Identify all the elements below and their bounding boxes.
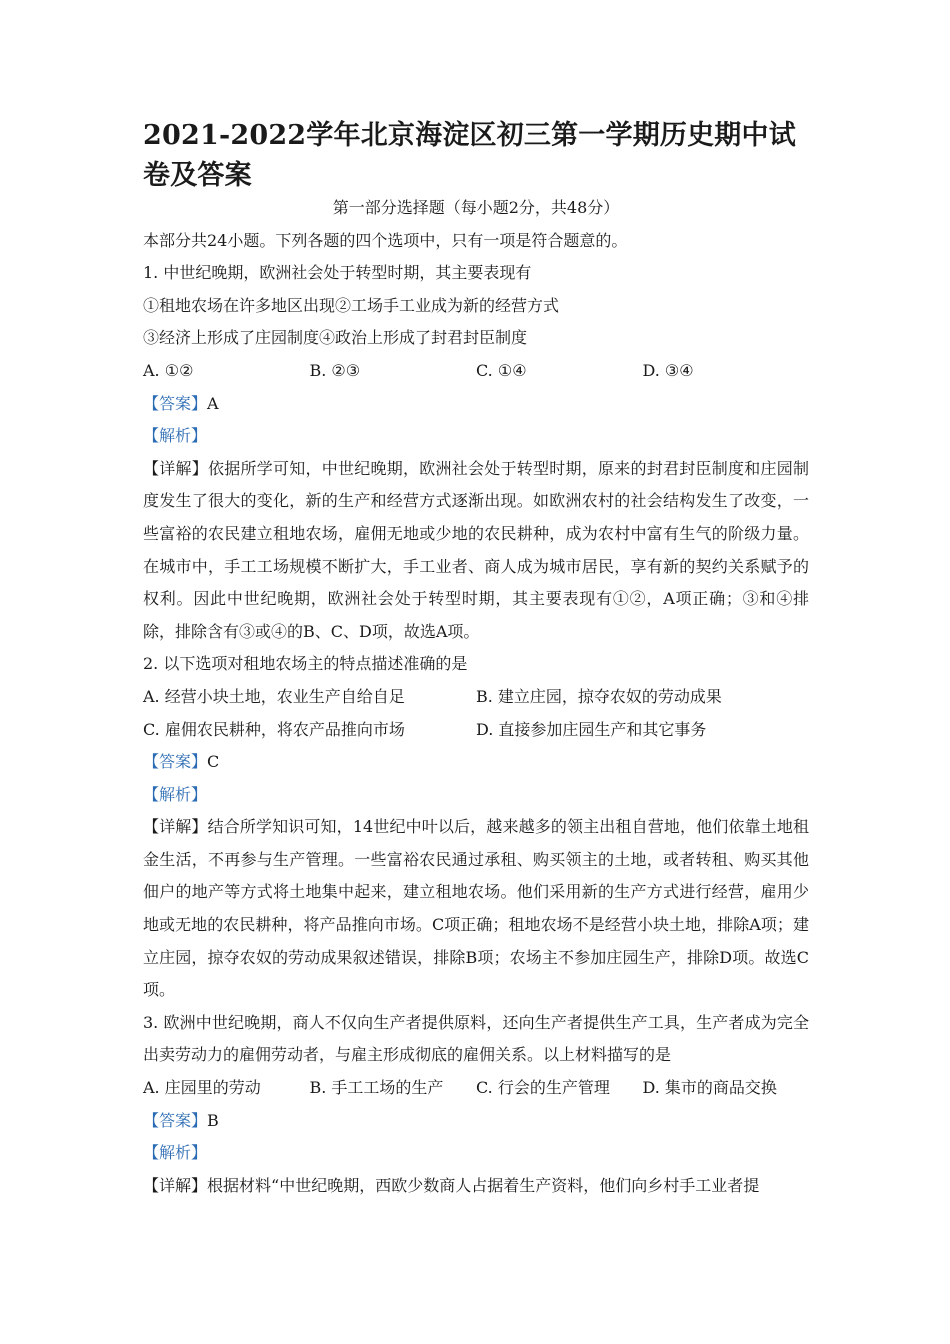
q3-answer-value: B <box>207 1110 219 1130</box>
q2-answer-value: C <box>207 752 220 772</box>
q1-answer-value: A <box>207 393 219 413</box>
section-intro: 本部分共24小题。下列各题的四个选项中，只有一项是符合题意的。 <box>143 230 628 250</box>
q1-statement-line-2: ③经济上形成了庄园制度④政治上形成了封君封臣制度 <box>143 328 528 348</box>
detail-label: 【详解】 <box>143 458 208 478</box>
q3-analysis <box>143 1137 809 1170</box>
q1-detail <box>143 453 809 649</box>
q3-answer <box>143 1105 809 1138</box>
q3-detail-text: 根据材料“中世纪晚期，西欧少数商人占据着生产资料，他们向乡村手工业者提 <box>207 1175 760 1195</box>
q3-detail <box>143 1170 809 1203</box>
analysis-label: 【解析】 <box>143 784 208 804</box>
q1-detail-text: 依据所学可知，中世纪晚期，欧洲社会处于转型时期，原来的封君封臣制度和庄园制度发生了很大的变化，新的生产和经营方式逐渐出现。如欧洲农村的社会结构发生了改变，一些富裕的农民建立租地农场，雇佣无地或少地的农民耕种，成为农村中富有生气的阶级力量。在城市中，手工工场规模不断扩大，手工业者、商人成为城市居民，享有新的契约关系赋予的权利。因此中世纪晚期，欧洲社会处于转型时期，其主要表现有①②，A项正确；③和④排除，排除含有③或④的B、C、D项，故选A项。 <box>143 458 809 641</box>
q1-option-a: A. ①② <box>143 360 194 380</box>
q2-stem: 2. 以下选项对租地农场主的特点描述准确的是 <box>143 654 468 674</box>
q3-options <box>143 1072 809 1105</box>
q2-detail-text: 结合所学知识可知，14世纪中叶以后，越来越多的领主出租自营地，他们依靠土地租金生活，不再参与生产管理。一些富裕农民通过承租、购买领主的土地，或者转租、购买其他佃户的地产等方式将土地集中起来，建立租地农场。他们采用新的生产方式进行经营，雇用少地或无地的农民耕种，将产品推向市场。C项正确；租地农场不是经营小块土地，排除A项；建立庄园，掠夺农奴的劳动成果叙述错误，排除B项；农场主不参加庄园生产，排除D项。故选C项。 <box>143 817 809 1000</box>
answer-label: 【答案】 <box>143 1110 208 1130</box>
document-body <box>143 192 809 1202</box>
q3-option-d: D. 集市的商品交换 <box>642 1078 777 1098</box>
document-title: 2021-2022学年北京海淀区初三第一学期历史期中试卷及答案 <box>143 120 796 191</box>
q2-analysis <box>143 779 809 812</box>
answer-label: 【答案】 <box>143 393 208 413</box>
q2-answer <box>143 746 809 779</box>
q3-option-c: C. 行会的生产管理 <box>476 1078 610 1098</box>
q2-option-b: B. 建立庄园，掠夺农奴的劳动成果 <box>476 686 722 706</box>
detail-label: 【详解】 <box>143 1175 208 1195</box>
q2-options-row-1 <box>143 681 809 714</box>
q2-option-d: D. 直接参加庄园生产和其它事务 <box>476 719 707 739</box>
q3-option-b: B. 手工工场的生产 <box>309 1078 444 1098</box>
q1-option-d: D. ③④ <box>642 360 694 380</box>
q3-option-a: A. 庄园里的劳动 <box>143 1078 261 1098</box>
q1-analysis <box>143 420 809 453</box>
q1-stem: 1. 中世纪晚期，欧洲社会处于转型时期，其主要表现有 <box>143 263 532 283</box>
detail-label: 【详解】 <box>143 817 208 837</box>
q1-option-b: B. ②③ <box>309 360 361 380</box>
q1-statement-line-1: ①租地农场在许多地区出现②工场手工业成为新的经营方式 <box>143 295 560 315</box>
analysis-label: 【解析】 <box>143 426 208 446</box>
q1-options <box>143 355 809 388</box>
q2-option-a: A. 经营小块土地，农业生产自给自足 <box>143 686 405 706</box>
q3-stem: 3. 欧洲中世纪晚期，商人不仅向生产者提供原料，还向生产者提供生产工具，生产者成为完全出卖劳动力的雇佣劳动者，与雇主形成彻底的雇佣关系。以上材料描写的是 <box>143 1012 809 1065</box>
q2-options-row-2 <box>143 714 809 747</box>
q1-option-c: C. ①④ <box>476 360 527 380</box>
q2-detail <box>143 811 809 1007</box>
section-title: 第一部分选择题（每小题2分，共48分） <box>332 198 620 217</box>
answer-label: 【答案】 <box>143 752 208 772</box>
q1-answer <box>143 388 809 421</box>
analysis-label: 【解析】 <box>143 1143 208 1163</box>
q2-option-c: C. 雇佣农民耕种，将农产品推向市场 <box>143 719 405 739</box>
